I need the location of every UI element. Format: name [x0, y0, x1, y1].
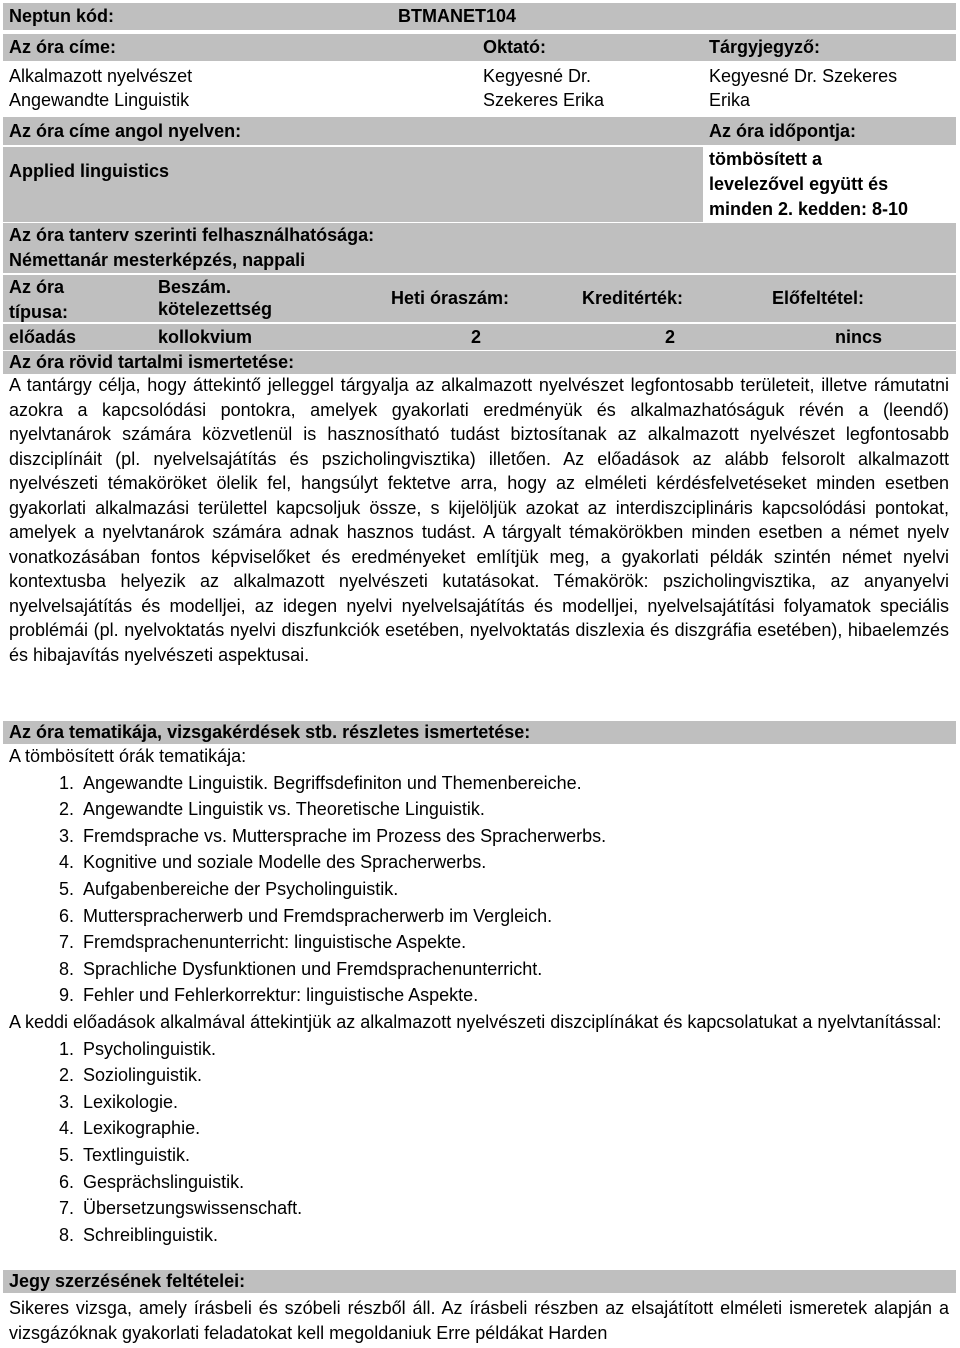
- list-item: 3. Lexikologie.: [79, 1089, 949, 1116]
- prerequisite-value: nincs: [835, 327, 883, 347]
- list-item: 5. Textlinguistik.: [79, 1142, 949, 1169]
- list-item: 1. Angewandte Linguistik. Begriffsdefiniton und Themenbereiche.: [79, 770, 949, 797]
- course-title-hu: Alkalmazott nyelvészet: [9, 66, 193, 86]
- course-parameters-header-row: [3, 275, 956, 322]
- list-item: 2. Angewandte Linguistik vs. Theoretische Linguistik.: [79, 796, 949, 823]
- tuesday-topics-list: [9, 1036, 949, 1249]
- list-item: 2. Soziolinguistik.: [79, 1062, 949, 1089]
- grading-header-row: [3, 1270, 956, 1293]
- list-item: 6. Gesprächslinguistik.: [79, 1169, 949, 1196]
- english-title-header-row: [3, 117, 956, 145]
- teacher-name-line-1: Kegyesné Dr.: [483, 66, 592, 86]
- assessment-label-1: Beszám.: [158, 277, 232, 297]
- list-item: 8. Schreiblinguistik.: [79, 1222, 949, 1249]
- grading-label: Jegy szerzésének feltételei:: [9, 1271, 246, 1291]
- weekly-hours-label: Heti óraszám:: [391, 288, 510, 308]
- summary-header-row: [3, 351, 956, 374]
- english-title-value: Applied linguistics: [9, 161, 170, 181]
- usability-label: Az óra tanterv szerinti felhasználhatósága:: [9, 225, 375, 245]
- list-item: 9. Fehler und Fehlerkorrektur: linguistische Aspekte.: [79, 982, 949, 1009]
- course-title-header-row: [3, 34, 956, 61]
- block-intro: A tömbösített órák tematikája:: [9, 746, 247, 766]
- time-values: [703, 147, 956, 222]
- time-label: Az óra időpontja:: [709, 121, 856, 141]
- course-title-values-row: [3, 63, 956, 115]
- syllabus-label: Az óra tematikája, vizsgakérdések stb. részletes ismertetése:: [9, 722, 531, 742]
- course-type-label-1: Az óra: [9, 277, 65, 297]
- list-item: 4. Kognitive und soziale Modelle des Spracherwerbs.: [79, 849, 949, 876]
- usability-value-row: [3, 248, 956, 273]
- english-title-values-left: [3, 147, 703, 194]
- grading-text: Sikeres vizsga, amely írásbeli és szóbeli részből áll. Az írásbeli részben az elsajátított elméleti ismeretek alapján a vizsgázóknak gyakorlati feladatokat kell megoldaniuk Erre példákat Harden: [9, 1298, 949, 1343]
- syllabus-block: [9, 743, 949, 1248]
- list-item: 4. Lexikographie.: [79, 1115, 949, 1142]
- assessment-value: kollokvium: [158, 327, 253, 347]
- list-item: 7. Fremdsprachenunterricht: linguistische Aspekte.: [79, 929, 949, 956]
- list-item: 6. Mutterspracherwerb und Fremdspracherwerb im Vergleich.: [79, 903, 949, 930]
- list-item: 8. Sprachliche Dysfunktionen und Fremdsprachenunterricht.: [79, 956, 949, 983]
- time-line-3: minden 2. kedden: 8-10: [709, 199, 909, 219]
- course-title-de: Angewandte Linguistik: [9, 90, 190, 110]
- syllabus-header-row: [3, 721, 956, 744]
- block-topics-list: [9, 770, 949, 1009]
- usability-header-row: [3, 223, 956, 248]
- credits-value: 2: [665, 327, 676, 347]
- teacher-label: Oktató:: [483, 37, 546, 57]
- usability-value: Némettanár mesterképzés, nappali: [9, 250, 306, 270]
- course-title-label: Az óra címe:: [9, 37, 117, 57]
- time-line-2: levelezővel együtt és: [709, 174, 889, 194]
- time-line-1: tömbösített a: [709, 149, 823, 169]
- prerequisite-label: Előfeltétel:: [772, 288, 865, 308]
- list-item: 5. Aufgabenbereiche der Psycholinguistik.: [79, 876, 949, 903]
- course-owner-line-2: Erika: [709, 90, 751, 110]
- usability-spacer: [3, 194, 703, 222]
- neptun-code: BTMANET104: [398, 6, 517, 26]
- summary-label: Az óra rövid tartalmi ismertetése:: [9, 352, 295, 372]
- list-item: 7. Übersetzungswissenschaft.: [79, 1195, 949, 1222]
- teacher-name-line-2: Szekeres Erika: [483, 90, 605, 110]
- weekly-hours-value: 2: [471, 327, 482, 347]
- course-owner-line-1: Kegyesné Dr. Szekeres: [709, 66, 898, 86]
- course-parameters-values-row: [3, 324, 956, 350]
- credits-label: Kreditérték:: [582, 288, 684, 308]
- neptun-row: [3, 3, 956, 30]
- neptun-label: Neptun kód:: [9, 6, 114, 26]
- summary-text: A tantárgy célja, hogy áttekintő jelleggel tárgyalja az alkalmazott nyelvészet legfontosabb területeit, illetve rámutatni azokra a kapcsolódási pontokra, amelyek gyakorlati eredményük és alkalmazhatóságuk révén a (leendő) nyelvtanárok számára közvetlenül is hasznosítható tudást biztosítanak az alkalmazott nyelvészet legfontosabb diszciplínáit (pl. nyelvelsajátítás és pszicholingvisztika) illetően. Az előadások az alább felsorolt alkalmazott nyelvészeti témaköröket ölelik fel, hangsúlyt fektetve arra, hogy az elméleti kérdésfelvetéseket minden esetben gyakorlati alkalmazási területtel kapcsoljuk össze, s kijelöljük azokat az interdiszciplináris kapcsolódási pontokat, amelyek a nyelvtanárok számára adnak hasznos tudást. A tárgyalt témakörökben minden esetben a német nyelv vonatkozásában fontos képviselőket és eredményeket említjük meg, a gyakorlati példák szintén német nyelvi kontextusba helyezik az alkalmazott nyelvészeti kutatásokat. Témakörök: pszicholingvisztika, az anyanyelvi nyelvelsajátítás és modelljei, az idegen nyelvi nyelvelsajátítás és modelljei, nyelvelsajátítási folyamatok speciális problémái (pl. nyelvoktatás nyelvi diszfunkciók esetében, nyelvoktatás diszlexia és diszgráfia esetében), hibaelemzés és hibajavítás nyelvészeti aspektusai.: [9, 375, 949, 665]
- english-title-label: Az óra címe angol nyelven:: [9, 121, 242, 141]
- course-type-label-2: típusa:: [9, 302, 69, 322]
- assessment-label-2: kötelezettség: [158, 299, 273, 319]
- course-type-value: előadás: [9, 327, 77, 347]
- list-item: 3. Fremdsprache vs. Muttersprache im Prozess des Spracherwerbs.: [79, 823, 949, 850]
- course-owner-label: Tárgyjegyző:: [709, 37, 821, 57]
- tuesday-intro: A keddi előadások alkalmával áttekintjük az alkalmazott nyelvészeti diszciplínákat és kapcsolatukat a nyelvtanítással:: [9, 1011, 942, 1032]
- list-item: 1. Psycholinguistik.: [79, 1036, 949, 1063]
